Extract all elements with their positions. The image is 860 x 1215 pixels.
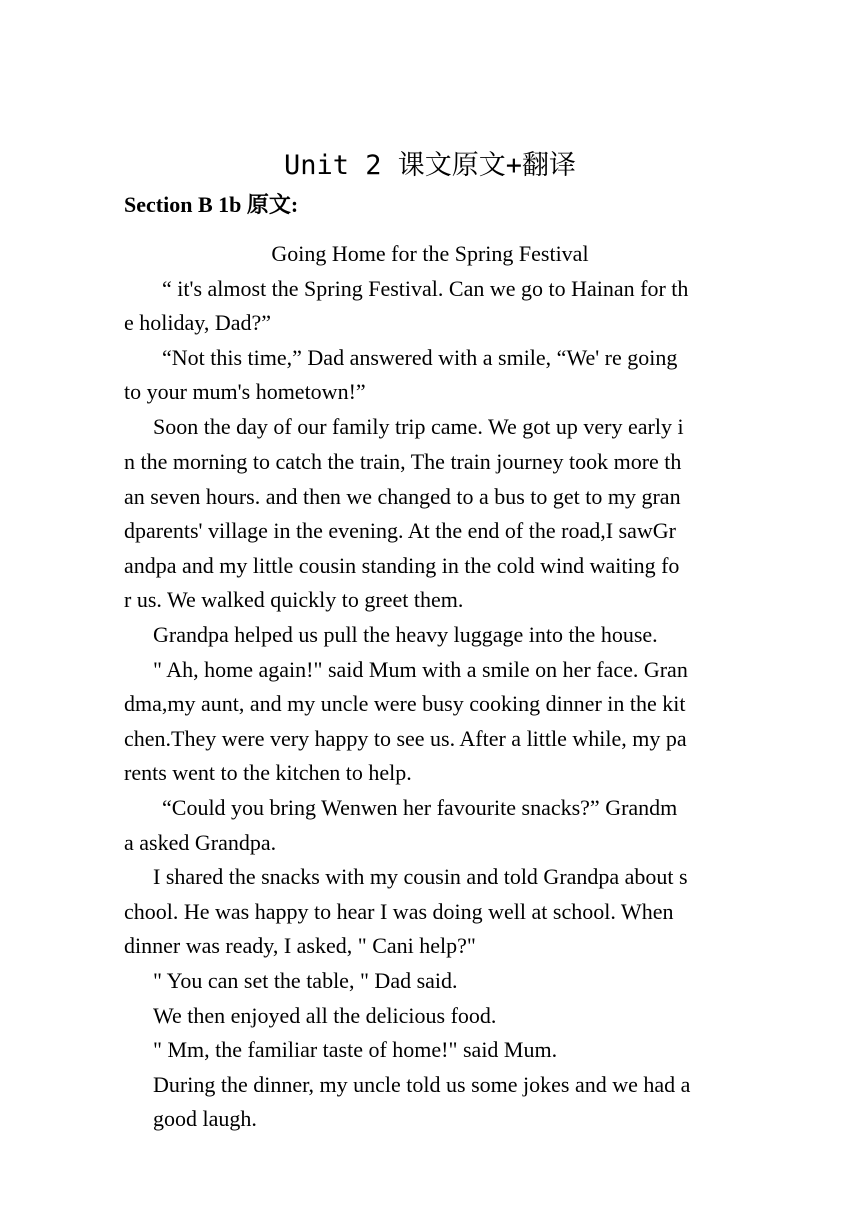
text-line: rents went to the kitchen to help. bbox=[124, 760, 412, 785]
text-line: I shared the snacks with my cousin and told Grandpa about s bbox=[153, 864, 688, 889]
text-line: During the dinner, my uncle told us some jokes and we had a bbox=[153, 1072, 691, 1097]
text-line: dinner was ready, I asked, " Cani help?" bbox=[124, 933, 476, 958]
text-line: " Ah, home again!" said Mum with a smile on her face. Gran bbox=[153, 657, 688, 682]
text-line: dparents' village in the evening. At the end of the road,I sawGr bbox=[124, 518, 676, 543]
text-line: “Could you bring Wenwen her favourite snacks?” Grandm bbox=[162, 795, 678, 820]
text-line: andpa and my little cousin standing in the cold wind waiting fo bbox=[124, 553, 680, 578]
text-line: a asked Grandpa. bbox=[124, 830, 277, 855]
text-line: " Mm, the familiar taste of home!" said Mum. bbox=[153, 1037, 558, 1062]
text-line: n the morning to catch the train, The train journey took more th bbox=[124, 449, 682, 474]
text-line: r us. We walked quickly to greet them. bbox=[124, 587, 464, 612]
text-line: e holiday, Dad?” bbox=[124, 310, 272, 335]
text-line: chen.They were very happy to see us. After a little while, my pa bbox=[124, 726, 687, 751]
text-line: " You can set the table, " Dad said. bbox=[153, 968, 458, 993]
page-title: Unit 2 课文原文+翻译 bbox=[283, 150, 577, 181]
text-line: to your mum's hometown!” bbox=[124, 379, 366, 404]
story-title: Going Home for the Spring Festival bbox=[271, 241, 589, 266]
text-line: “ it's almost the Spring Festival. Can we go to Hainan for th bbox=[162, 276, 689, 301]
text-line: Grandpa helped us pull the heavy luggage into the house. bbox=[153, 622, 658, 647]
text-line: We then enjoyed all the delicious food. bbox=[153, 1003, 497, 1028]
text-line: an seven hours. and then we changed to a bus to get to my gran bbox=[124, 484, 681, 509]
section-heading: Section B 1b 原文: bbox=[124, 192, 299, 217]
text-line: “Not this time,” Dad answered with a smile, “We' re going bbox=[162, 345, 678, 370]
text-line: dma,my aunt, and my uncle were busy cooking dinner in the kit bbox=[124, 691, 686, 716]
text-line: good laugh. bbox=[153, 1106, 257, 1131]
text-line: chool. He was happy to hear I was doing well at school. When bbox=[124, 899, 674, 924]
text-line: Soon the day of our family trip came. We got up very early i bbox=[153, 414, 684, 439]
